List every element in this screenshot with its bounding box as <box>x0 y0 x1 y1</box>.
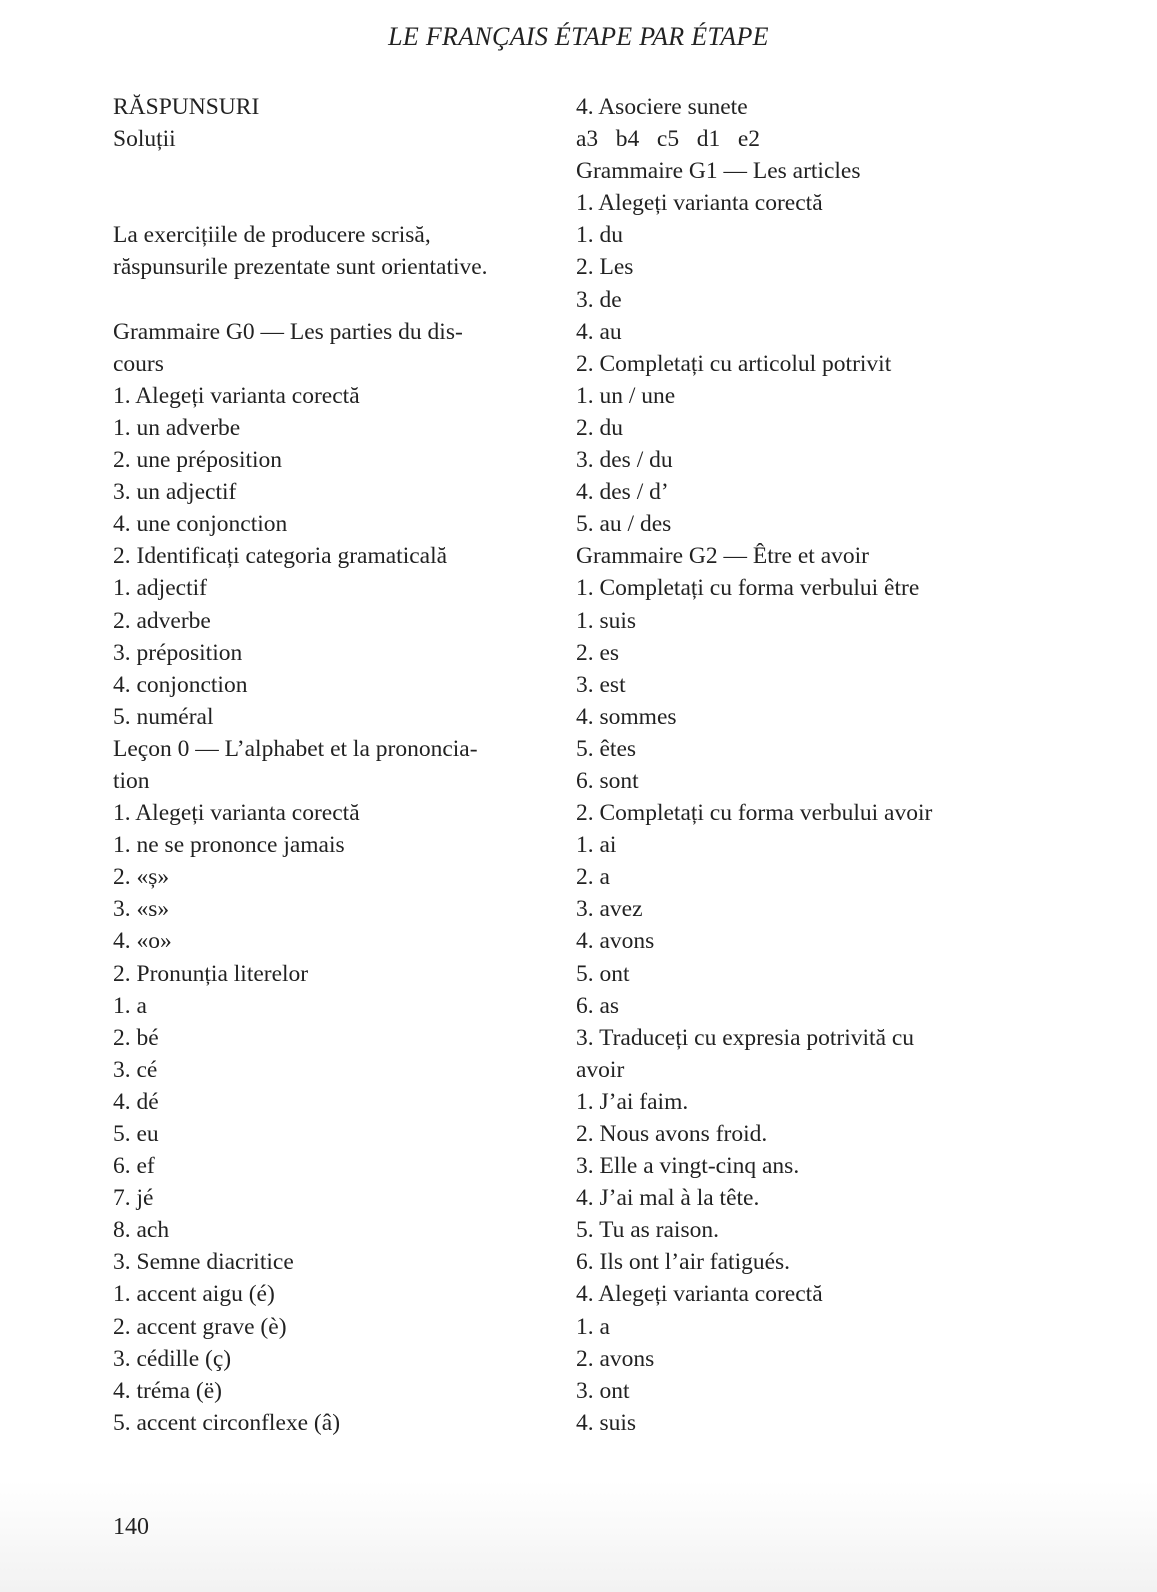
text-line: a3 b4 c5 d1 e2 <box>576 126 761 153</box>
text-line: 4. suis <box>576 1409 637 1436</box>
text-line: 5. numéral <box>113 703 214 730</box>
text-line: 2. Les <box>576 254 634 281</box>
text-line: 2. bé <box>113 1024 159 1051</box>
text-line: 3. un adjectif <box>113 479 237 506</box>
text-line: 3. avez <box>576 896 643 923</box>
text-line: 2. Nous avons froid. <box>576 1121 768 1147</box>
text-line: 3. cé <box>113 1056 158 1083</box>
text-line: 5. ont <box>576 960 630 987</box>
text-line: 2. adverbe <box>113 607 211 634</box>
text-line: 1. un adverbe <box>113 414 241 441</box>
text-line: 7. jé <box>113 1185 154 1212</box>
text-line: 1. a <box>576 1313 610 1340</box>
text-line: 4. des / d’ <box>576 479 669 506</box>
text-line: 1. du <box>576 222 623 249</box>
text-line: 6. Ils ont l’air fatigués. <box>576 1249 791 1276</box>
text-line: Grammaire G0 — Les parties du dis- <box>113 318 463 345</box>
text-line: 4. au <box>576 318 622 345</box>
text-line: cours <box>113 350 164 377</box>
text-line: 3. de <box>576 286 622 313</box>
text-line: 1. ai <box>576 832 617 859</box>
text-line: 4. Alegeți varianta corectă <box>576 1281 823 1308</box>
text-line: 2. avons <box>576 1345 655 1372</box>
text-line: 2. «ș» <box>113 864 170 891</box>
text-line: 3. «s» <box>113 896 170 923</box>
text-line: 4. dé <box>113 1088 159 1115</box>
text-line: 6. ef <box>113 1153 155 1180</box>
text-line: 1. accent aigu (é) <box>113 1281 275 1308</box>
text-line: 5. êtes <box>576 735 637 762</box>
text-line: 2. es <box>576 639 620 666</box>
text-line: Grammaire G1 — Les articles <box>576 158 861 185</box>
text-line: 1. a <box>113 992 147 1019</box>
text-line: 3. des / du <box>576 447 673 474</box>
text-line: 3. cédille (ç) <box>113 1345 232 1372</box>
text-line: 5. accent circonflexe (â) <box>113 1409 341 1436</box>
text-line: 2. du <box>576 414 623 441</box>
text-line: La exercițiile de producere scrisă, <box>113 222 431 249</box>
text-line <box>113 284 553 316</box>
text-line: 2. une préposition <box>113 447 283 474</box>
text-line: 2. Completați cu articolul potrivit <box>576 350 892 377</box>
text-line: 4. Asociere sunete <box>576 94 748 120</box>
running-header: LE FRANÇAIS ÉTAPE PAR ÉTAPE <box>388 22 769 51</box>
text-line: Soluții <box>113 126 176 153</box>
text-line: 4. sommes <box>576 703 677 730</box>
text-line: 5. au / des <box>576 511 672 538</box>
text-line: 1. Completați cu forma verbului être <box>576 575 920 602</box>
text-line: Leçon 0 — L’alphabet et la prononcia- <box>113 735 478 762</box>
text-line: 4. «o» <box>113 928 172 955</box>
text-line: 3. est <box>576 671 626 698</box>
text-line: 6. as <box>576 992 620 1019</box>
text-line: 4. avons <box>576 928 655 955</box>
text-line: tion <box>113 767 150 794</box>
page-number: 140 <box>113 1514 149 1540</box>
text-line: 2. a <box>576 864 610 891</box>
text-line: 4. une conjonction <box>113 511 288 538</box>
text-line: răspunsurile prezentate sunt orientative. <box>113 254 488 281</box>
text-line: RĂSPUNSURI <box>113 94 260 120</box>
text-line: 1. Alegeți varianta corectă <box>113 382 360 409</box>
text-line <box>113 155 553 187</box>
text-line <box>113 187 553 219</box>
text-line: 1. J’ai faim. <box>576 1088 689 1115</box>
text-line: 3. ont <box>576 1377 630 1404</box>
text-line: 2. Completați cu forma verbului avoir <box>576 800 933 827</box>
text-line: 2. accent grave (è) <box>113 1313 287 1340</box>
text-line: 1. adjectif <box>113 575 207 602</box>
text-line: 1. un / une <box>576 382 676 409</box>
text-line: 4. conjonction <box>113 671 248 698</box>
text-line: 3. Elle a vingt-cinq ans. <box>576 1153 800 1180</box>
text-line: 6. sont <box>576 767 639 794</box>
text-line: Grammaire G2 — Être et avoir <box>576 543 869 570</box>
text-line: 1. suis <box>576 607 637 634</box>
text-line: 3. Semne diacritice <box>113 1249 294 1276</box>
answers-left-column <box>113 91 553 1439</box>
text-line: 3. Traduceți cu expresia potrivită cu <box>576 1024 915 1051</box>
text-line: avoir <box>576 1056 625 1083</box>
text-line: 1. Alegeți varianta corectă <box>576 190 823 217</box>
text-line: 1. Alegeți varianta corectă <box>113 800 360 827</box>
text-line: 4. J’ai mal à la tête. <box>576 1185 760 1212</box>
text-line: 5. Tu as raison. <box>576 1217 719 1244</box>
answers-right-column <box>576 91 1006 1439</box>
text-line: 2. Identificați categoria gramaticală <box>113 543 448 570</box>
text-line: 4. tréma (ë) <box>113 1377 222 1404</box>
text-line: 3. préposition <box>113 639 243 666</box>
text-line: 2. Pronunția literelor <box>113 960 309 987</box>
text-line: 8. ach <box>113 1217 170 1244</box>
text-line: 1. ne se prononce jamais <box>113 832 345 859</box>
text-line: 5. eu <box>113 1121 159 1147</box>
